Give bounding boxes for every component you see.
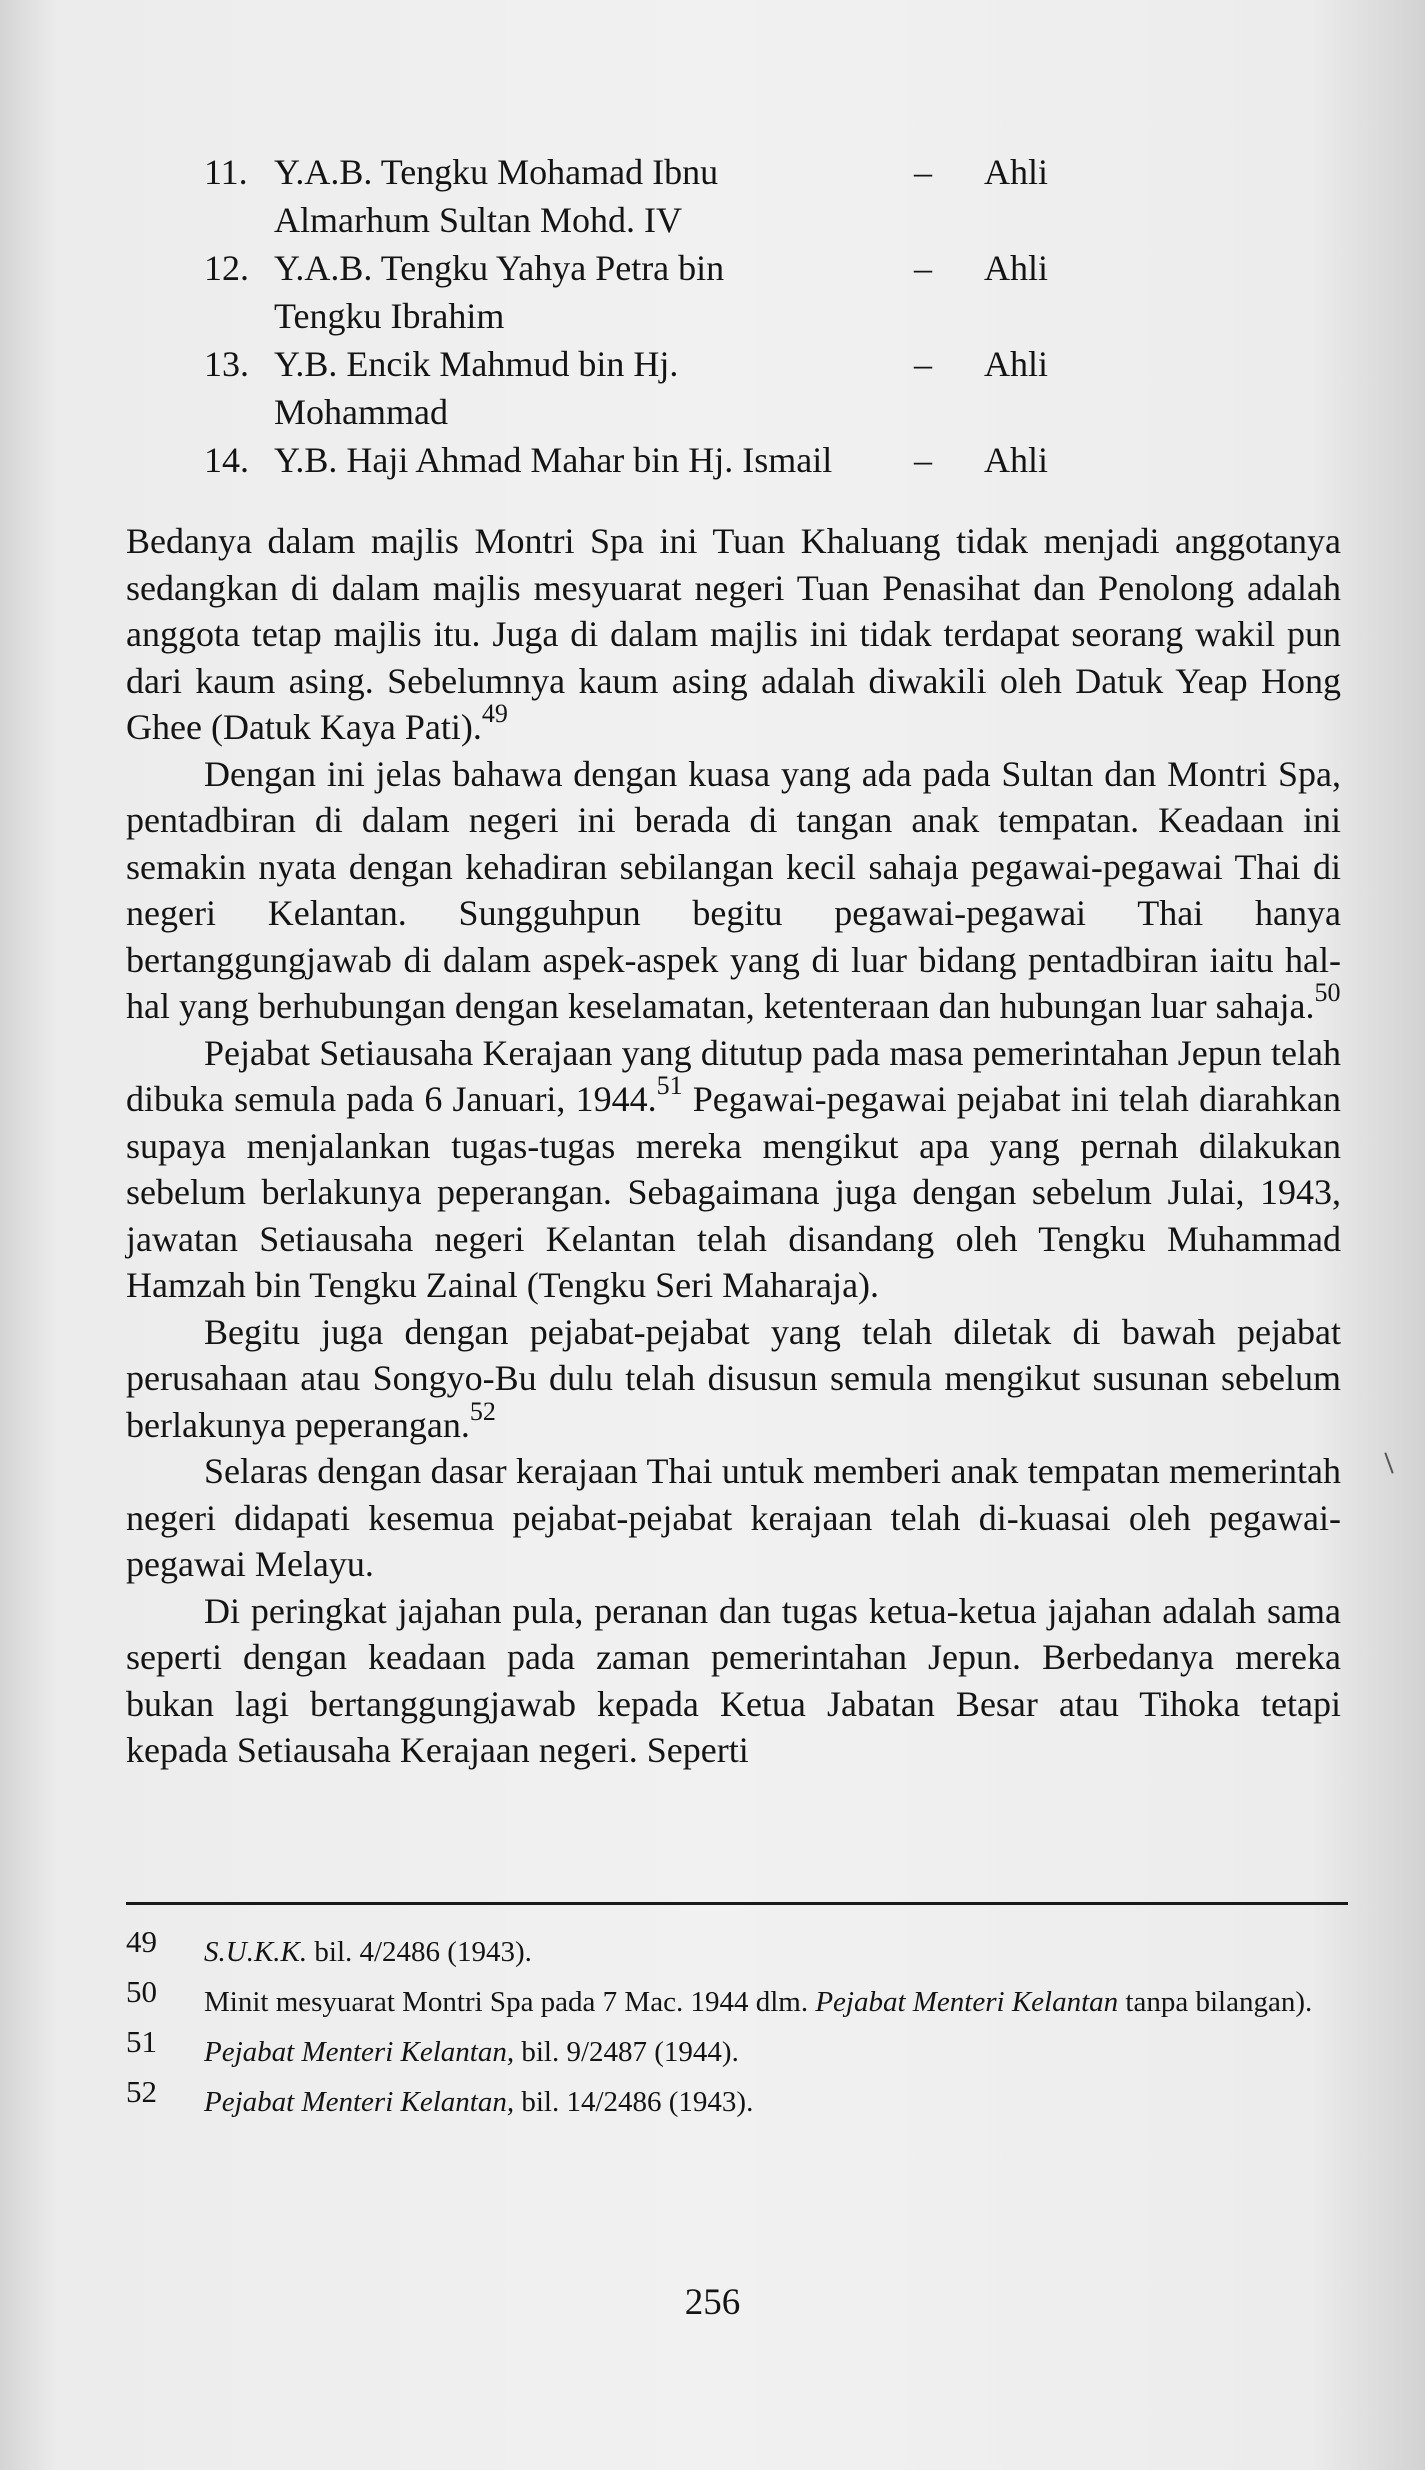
footnote-rest: Minit mesyuarat Montri Spa pada 7 Mac. 1944 dlm.: [204, 1986, 816, 2018]
paragraph-text: Di peringkat jajahan pula, peranan dan tugas ketua-ketua jajahan adalah sama seperti dengan keadaan pada zaman pemerintahan Jepun. Berbedanya mereka bukan lagi bertanggungjawab kepada Ketua Jabatan Besar atau Tihoka tetapi kepada Setiausaha Kerajaan negeri. Seperti: [126, 1590, 1341, 1770]
member-list: [204, 148, 1104, 484]
list-item-dash: –: [914, 344, 932, 384]
footnote-ref: 49: [481, 699, 508, 728]
list-item: [204, 340, 1104, 436]
footnote-ref: 50: [1314, 978, 1341, 1007]
footnote-ref: 52: [469, 1396, 496, 1426]
name-line: Y.A.B. Tengku Mohamad Ibnu: [274, 152, 719, 192]
paragraph: [126, 1030, 1341, 1309]
paragraph-text: Pejabat Setiausaha Kerajaan yang ditutup pada masa pemerintahan Jepun telah dibuka semula pada 6 Januari, 1944.: [126, 1032, 1341, 1119]
name-line: Mohammad: [274, 392, 448, 432]
list-item-dash: –: [914, 152, 932, 192]
list-item-number: 13.: [204, 344, 249, 384]
footnote: [126, 2074, 1348, 2122]
footnote-text: [204, 1932, 1348, 1972]
list-item-number: 12.: [204, 248, 249, 288]
footnote-text: [204, 2032, 1348, 2072]
body-text: [126, 518, 1341, 1774]
list-item: [204, 148, 1104, 244]
name-line: Y.B. Haji Ahmad Mahar bin Hj. Ismail: [274, 440, 833, 480]
footnote: [126, 1974, 1348, 2022]
list-item-number: 11.: [204, 152, 248, 192]
footnote-ref: 51: [656, 1071, 683, 1100]
list-item-dash: –: [914, 440, 932, 480]
footnote: [126, 2024, 1348, 2072]
list-item: [204, 244, 1104, 340]
list-item-role: Ahli: [984, 248, 1049, 288]
name-line: Y.B. Encik Mahmud bin Hj.: [274, 344, 679, 384]
footnote-number: 52: [126, 2074, 157, 2109]
footnote-number: 49: [126, 1924, 157, 1959]
footnote-italic: Pejabat Menteri Kelantan,: [204, 2036, 515, 2068]
list-item-dash: –: [914, 248, 932, 288]
footnote-italic: Pejabat Menteri Kelantan: [815, 1986, 1119, 2018]
paragraph-text-continued: Pegawai-pegawai pejabat ini telah diarahkan supaya menjalankan tugas-tugas mereka mengikut apa yang pernah dilakukan sebelum berlakunya peperangan. Sebagaimana juga dengan sebelum Julai, 1943, jawatan Setiausaha negeri Kelantan telah disandang oleh Tengku Muhammad Hamzah bin Tengku Zainal (Tengku Seri Maharaja).: [126, 1079, 1341, 1305]
footnotes: [126, 1924, 1348, 2132]
paragraph: [126, 751, 1341, 1030]
list-item-role: Ahli: [984, 440, 1049, 480]
footnote-text: [204, 2082, 1348, 2122]
name-line: Tengku Ibrahim: [274, 296, 505, 336]
list-item: [204, 436, 1104, 484]
scan-mark: [1384, 1452, 1393, 1473]
paragraph-text: Selaras dengan dasar kerajaan Thai untuk memberi anak tempatan memerintah negeri didapati kesemua pejabat-pejabat kerajaan telah di-kuasai oleh pegawai-pegawai Melayu.: [126, 1451, 1341, 1584]
footnote-italic: S.U.K.K.: [204, 1936, 308, 1968]
list-item-name: [274, 148, 914, 244]
list-item-name: [274, 436, 914, 484]
footnote-text: [204, 1982, 1348, 2022]
paragraph: [126, 518, 1341, 751]
footnote-rest: bil. 14/2486 (1943).: [514, 2086, 754, 2118]
page-number: 256: [684, 2282, 741, 2323]
list-item-name: [274, 340, 914, 436]
paragraph: [126, 1309, 1341, 1449]
paragraph: [126, 1588, 1341, 1774]
paragraph: [126, 1448, 1341, 1588]
list-item-number: 14.: [204, 440, 249, 480]
footnote-number: 50: [126, 1974, 157, 2009]
footnote-rest: tanpa bilangan).: [1118, 1986, 1313, 2018]
list-item-role: Ahli: [984, 152, 1049, 192]
footnote-rest: bil. 4/2486 (1943).: [307, 1936, 532, 1968]
footnote-italic: Pejabat Menteri Kelantan,: [204, 2086, 515, 2118]
paragraph-text: Begitu juga dengan pejabat-pejabat yang telah diletak di bawah pejabat perusahaan atau Songyo-Bu dulu telah disusun semula mengikut susunan sebelum berlakunya peperangan.: [126, 1311, 1341, 1445]
list-item-role: Ahli: [984, 344, 1049, 384]
name-line: Almarhum Sultan Mohd. IV: [274, 200, 682, 240]
paragraph-text: Dengan ini jelas bahawa dengan kuasa yang ada pada Sultan dan Montri Spa, pentadbiran di dalam negeri ini berada di tangan anak tempatan. Keadaan ini semakin nyata dengan kehadiran sebilangan kecil sahaja pegawai-pegawai Thai di negeri Kelantan. Sungguhpun begitu pegawai-pegawai Thai hanya bertanggungjawab di dalam aspek-aspek yang di luar bidang pentadbiran iaitu hal-hal yang berhubungan dengan keselamatan, ketenteraan dan hubungan luar sahaja.: [126, 753, 1341, 1026]
list-item-name: [274, 244, 914, 340]
footnote-number: 51: [126, 2024, 157, 2059]
name-line: Y.A.B. Tengku Yahya Petra bin: [274, 248, 725, 288]
footnote-rule: [126, 1902, 1348, 1905]
footnote-rest: bil. 9/2487 (1944).: [514, 2036, 739, 2068]
paragraph-text: Bedanya dalam majlis Montri Spa ini Tuan Khaluang tidak menjadi anggotanya sedangkan di dalam majlis mesyuarat negeri Tuan Penasihat dan Penolong adalah anggota tetap majlis itu. Juga di dalam majlis ini tidak terdapat seorang wakil pun dari kaum asing. Sebelumnya kaum asing adalah diwakili oleh Datuk Yeap Hong Ghee (Datuk Kaya Pati).: [126, 521, 1341, 747]
footnote: [126, 1924, 1348, 1972]
